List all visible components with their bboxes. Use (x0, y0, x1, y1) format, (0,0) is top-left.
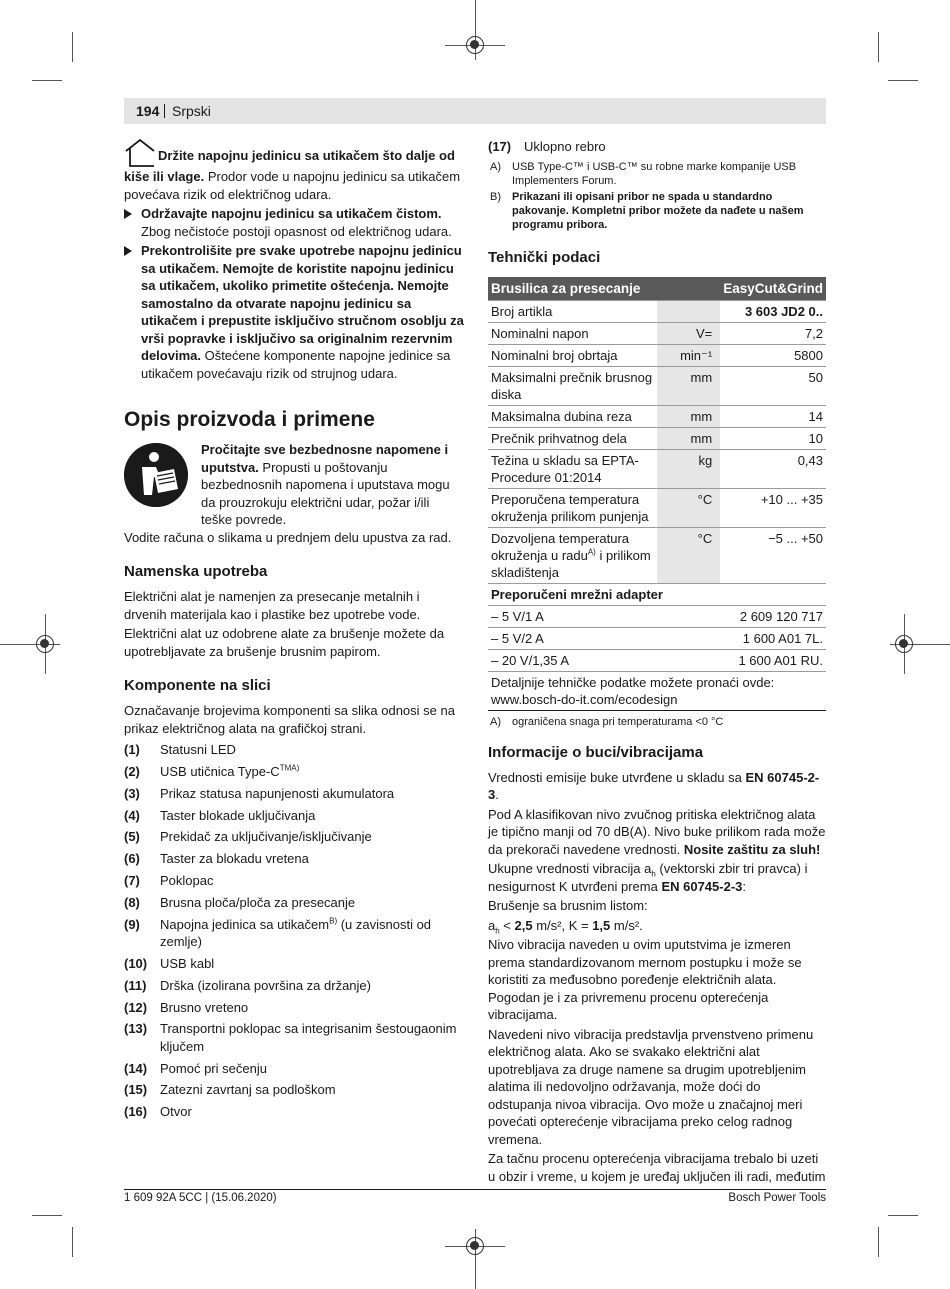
component-label: Zatezni zavrtanj sa podloškom (160, 1082, 336, 1098)
footnote-text: Prikazani ili opisani pribor ne spada u standardno pakovanje. Kompletni pribor možete da nađete u našem programu pribora. (512, 190, 804, 231)
component-label: Brusno vreteno (160, 999, 249, 1015)
component-item (124, 741, 464, 759)
spec-label: Dozvoljena temperatura okruženja u radu$^{A)}$ i prilikom skladištenja (488, 527, 657, 583)
component-item (124, 1103, 464, 1121)
read-instructions-block (124, 441, 464, 529)
component-item (124, 1020, 464, 1055)
crop-mark (32, 80, 62, 81)
vibration-value: 2,5 (514, 917, 533, 933)
spec-value: 14 (720, 405, 826, 427)
adapter-row (488, 605, 826, 627)
table-row (488, 300, 826, 322)
spec-unit: mm (657, 405, 720, 427)
component-footnote-ref: TMA) (279, 763, 300, 773)
adapter-label: – 5 V/1 A (488, 605, 720, 627)
noise-paragraph: Vrednosti emisije buke utvrđene u skladu sa EN 60745-2-3. (488, 769, 820, 803)
crop-mark (878, 1227, 879, 1257)
components-intro: Označavanje brojevima komponenti sa slika odnosi se na prikaz električnog alata na grafičkoj strani. (124, 703, 455, 736)
component-number: (16) (124, 1104, 148, 1120)
table-row (488, 527, 826, 583)
component-number: (2) (124, 764, 140, 780)
bullet-text: Zbog nečistoće postoji opasnost od električnog udara. (141, 223, 452, 239)
component-item (124, 1081, 464, 1099)
spec-unit (657, 300, 720, 322)
component-item (124, 955, 464, 973)
component-item (124, 916, 464, 951)
component-label: Prekidač za uključivanje/isključivanje (160, 829, 372, 845)
table-header-row (488, 277, 826, 301)
component-number: (6) (124, 851, 140, 867)
table-row (488, 366, 826, 405)
left-column (124, 138, 464, 1125)
table-row (488, 449, 826, 488)
component-number: (10) (124, 955, 148, 971)
header-divider (164, 104, 165, 118)
component-label: Napojna jedinica sa utikačem (160, 916, 330, 932)
footer-rule (124, 1189, 826, 1190)
spec-label: Maksimalna dubina reza (488, 405, 657, 427)
component-number: (15) (124, 1082, 148, 1098)
table-row (488, 488, 826, 527)
spec-unit: °C (657, 527, 720, 583)
spec-value: 3 603 JD2 0.. (720, 300, 826, 322)
vibration-unit: m/s², K = (532, 917, 593, 933)
adapter-row (488, 627, 826, 649)
read-text: Propusti u poštovanju bezbednosnih napomena i uputstava mogu da prouzrokuju električni udar, požar i/ili teške povrede. (201, 459, 450, 527)
spec-value: 0,43 (720, 449, 826, 488)
adapter-label: – 5 V/2 A (488, 627, 720, 649)
component-number: (5) (124, 829, 140, 845)
standard-ref: EN 60745-2-3 (488, 769, 820, 803)
component-item (124, 872, 464, 890)
component-number: (9) (124, 916, 140, 932)
component-item (124, 785, 464, 803)
spec-value: 7,2 (720, 322, 826, 344)
registration-mark-icon (895, 635, 913, 653)
section-title: Opis proizvoda i primene (124, 408, 375, 431)
component-label: Otvor (160, 1104, 192, 1120)
table-row (488, 405, 826, 427)
component-number: (4) (124, 807, 140, 823)
component-label: Prikaz statusa napunjenosti akumulatora (160, 785, 395, 801)
components-title: Komponente na slici (124, 677, 271, 694)
hearing-protection-note: Nosite zaštitu za sluh! (683, 841, 821, 857)
read-bold: Pročitajte sve bezbednosne napomene i uputstva. (201, 442, 449, 475)
crop-mark (72, 1227, 73, 1257)
spec-value: +10 ... +35 (720, 488, 826, 527)
vibration-text: (vektorski zbir tri pravca) i nesigurnost K utvrđeni prema (488, 861, 808, 894)
intended-use-title: Namenska upotreba (124, 563, 268, 580)
bullet-text: Oštećene komponente napojne jedinice sa utikačem povećavaju rizik od strujnog udara. (141, 348, 451, 381)
bullet-arrow-icon (124, 246, 132, 256)
bullet-item (124, 205, 464, 240)
page-header (124, 98, 826, 124)
spec-label: Broj artikla (488, 300, 657, 322)
table-row (488, 322, 826, 344)
spec-label: Prečnik prihvatnog dela (488, 427, 657, 449)
noise-text: Pod A klasifikovan nivo zvučnog pritiska električnog alata je tipično manji od 70 dB(A). Nivo buke prilikom rada može da prekorači navedene vrednosti. (488, 806, 826, 857)
component-item (124, 807, 464, 825)
spec-label: Maksimalni prečnik brusnog diska (488, 366, 657, 405)
spec-value: 50 (720, 366, 826, 405)
crop-mark (32, 1215, 62, 1216)
noise-paragraph (488, 806, 826, 859)
table-footnote (488, 715, 826, 729)
component-item (124, 763, 464, 781)
bullet-bold: Prekontrolišite pre svake upotrebe napojnu jedinicu sa utikačem. Nemojte de koristite napojnu jedinicu sa utikačem, ukoliko primetite oštećenja. Nemojte samostalno da otvarate napojnu jedinicu sa utikačem i prepustite isključivo stručnom osoblju za vrši popravke i isključivo sa originalnim rezervnim delovima. (141, 243, 464, 363)
vibration-text: Ukupne vrednosti vibracija a (488, 861, 652, 877)
spec-unit: mm (657, 366, 720, 405)
spec-unit: min⁻¹ (657, 344, 720, 366)
component-item (124, 1060, 464, 1078)
adapter-part-number: 1 600 A01 7L. (720, 627, 826, 649)
component-number: (11) (124, 977, 147, 993)
component-label: Poklopac (160, 873, 214, 889)
vibration-paragraph: Za tačnu procenu opterećenja vibracijama trebalo bi uzeti u obzir i vreme, u kojem je uređaj uključen ili radi, međutim (488, 1151, 826, 1184)
page-number: 194 (136, 103, 160, 119)
component-number: (3) (124, 785, 140, 801)
spec-label: Nominalni broj obrtaja (488, 344, 657, 366)
intended-use-paragraph: Električni alat je namenjen za presecanje metalnih i drvenih materijala kao i plastike bez upotrebe vode. (124, 589, 421, 622)
spec-label: Nominalni napon (488, 322, 657, 344)
vibration-paragraph: Ukupne vrednosti vibracija $a_h$ (vektorski zbir tri pravca) i nesigurnost K utvrđeni prema EN 60745-2-3: (488, 861, 808, 894)
vibration-unit: m/s². (610, 917, 643, 933)
spec-value: 5800 (720, 344, 826, 366)
table-row (488, 427, 826, 449)
noise-text: Vrednosti emisije buke utvrđene u skladu sa (488, 769, 746, 785)
more-info-row (488, 671, 826, 710)
spec-unit: mm (657, 427, 720, 449)
spec-unit: V= (657, 322, 720, 344)
footnote-text: ograničena snaga pri temperaturama <0 °C (512, 715, 724, 728)
subscript: h (651, 869, 656, 879)
component-label: Taster blokade uključivanja (160, 807, 316, 823)
warning-bold: Držite napojnu jedinicu sa utikačem što dalje od kiše ili vlage. (124, 148, 455, 184)
warning-text: Prodor vode u napojnu jedinicu sa utikačem povećava rizik od električnog udara. (124, 169, 461, 202)
component-number: (8) (124, 894, 140, 910)
subscript: h (495, 926, 500, 936)
vibration-text: < (499, 917, 515, 933)
read-manual-icon (124, 443, 188, 507)
footnote-label: A) (490, 160, 501, 173)
footer-doc-number: 1 609 92A 5CC | (15.06.2020) (124, 1192, 277, 1204)
components-list (124, 741, 464, 1120)
crop-mark (888, 80, 918, 81)
component-number: (14) (124, 1060, 148, 1076)
house-warning-icon (124, 138, 156, 168)
table-header-label: Brusilica za presecanje (488, 277, 720, 301)
component-footnote-ref: B) (329, 916, 338, 926)
component-item (124, 977, 464, 995)
component-label: Uklopno rebro (524, 139, 606, 154)
crop-mark (888, 1215, 918, 1216)
vibration-paragraph: Nivo vibracija naveden u ovim uputstvima je izmeren prema standardizovanom mernom postupku i može se koristiti za međusobno poređenje električnih alata. Pogodan je i za privremenu procenu opterećenja vibracijama. (488, 937, 802, 1023)
component-item (124, 894, 464, 912)
footnote-text: USB Type-C™ i USB-C™ su robne marke kompanije USB Implementers Forum. (512, 160, 797, 187)
table-header-value: EasyCut&Grind (720, 277, 826, 301)
intended-use-paragraph: Električni alat uz odobrene alate za brušenje možete da upotrebljavate za brušenje brusnim papirom. (124, 626, 445, 659)
footnote-label: A) (490, 715, 501, 728)
component-label: Statusni LED (160, 742, 236, 758)
warning-paragraph (124, 138, 464, 203)
standard-ref: EN 60745-2-3 (661, 878, 743, 894)
adapter-row (488, 649, 826, 671)
figures-note: Vodite računa o slikama u prednjem delu upustva za rad. (124, 529, 452, 545)
noise-title: Informacije o buci/vibracijama (488, 743, 704, 761)
component-label: Drška (izolirana površina za držanje) (160, 977, 371, 993)
component-number: (1) (124, 742, 140, 758)
bullet-bold: Održavajte napojnu jedinicu sa utikačem čistom. (141, 206, 442, 221)
tech-data-table (488, 277, 826, 711)
table-row (488, 344, 826, 366)
vibration-mode: Brušenje sa brusnim listom: (488, 898, 648, 914)
uncertainty-value: 1,5 (592, 917, 611, 933)
adapter-part-number: 2 609 120 717 (720, 605, 826, 627)
crop-mark (878, 32, 879, 62)
component-number: (17) (488, 139, 512, 154)
bullet-item (124, 242, 464, 382)
spec-value: −5 ... +50 (720, 527, 826, 583)
spec-value: 10 (720, 427, 826, 449)
vibration-values (488, 917, 826, 935)
vibration-symbol: a (488, 917, 496, 933)
more-info-text: Detaljnije tehničke podatke možete pronaći ovde: www.bosch-do-it.com/ecodesign (488, 671, 826, 710)
component-label: Pomoć pri sečenju (160, 1060, 267, 1076)
registration-mark-icon (36, 635, 54, 653)
component-item (124, 850, 464, 868)
component-item (488, 138, 826, 156)
spec-unit: kg (657, 449, 720, 488)
spec-label: Težina u skladu sa EPTA-Procedure 01:2014 (488, 449, 657, 488)
component-number: (7) (124, 873, 140, 889)
component-item (124, 828, 464, 846)
bullet-arrow-icon (124, 209, 132, 219)
adapter-title: Preporučeni mrežni adapter (488, 583, 826, 605)
component-label-tail: (u zavisnosti od zemlje) (160, 916, 432, 950)
component-label: Brusna ploča/ploča za presecanje (160, 894, 356, 910)
component-label: USB utičnica Type-C (160, 764, 280, 780)
registration-mark-icon (466, 1237, 484, 1255)
component-number: (12) (124, 999, 148, 1015)
spec-unit: °C (657, 488, 720, 527)
component-item (124, 999, 464, 1017)
registration-mark-icon (466, 36, 484, 54)
footnote-a (488, 160, 826, 188)
right-column (488, 138, 826, 1187)
footer-brand: Bosch Power Tools (728, 1192, 826, 1204)
spec-label: Preporučena temperatura okruženja prilikom punjenja (488, 488, 657, 527)
tech-data-title: Tehnički podaci (488, 248, 601, 266)
footnote-b (488, 190, 826, 232)
crop-mark (72, 32, 73, 62)
component-label: Transportni poklopac sa integrisanim šestougaonim ključem (160, 1021, 457, 1054)
header-language: Srpski (172, 103, 211, 119)
vibration-paragraph: Navedeni nivo vibracija predstavlja prvenstveno primenu električnog alata. Ako se svakako električni alat upotrebljava za druge namene sa drugim upotrebljenim alatima ili nedovoljno održavanja, može doći do odstupanja nivoa vibracija. Ovo može u značajnoj meri povećati opterećenje vibracijama preko celog radnog vremena. (488, 1026, 814, 1147)
adapter-label: – 20 V/1,35 A (488, 649, 720, 671)
component-number: (13) (124, 1021, 148, 1037)
component-label: Taster za blokadu vretena (160, 851, 309, 867)
table-subheader-row (488, 583, 826, 605)
footnote-label: B) (490, 190, 501, 203)
adapter-part-number: 1 600 A01 RU. (720, 649, 826, 671)
component-label: USB kabl (160, 955, 215, 971)
